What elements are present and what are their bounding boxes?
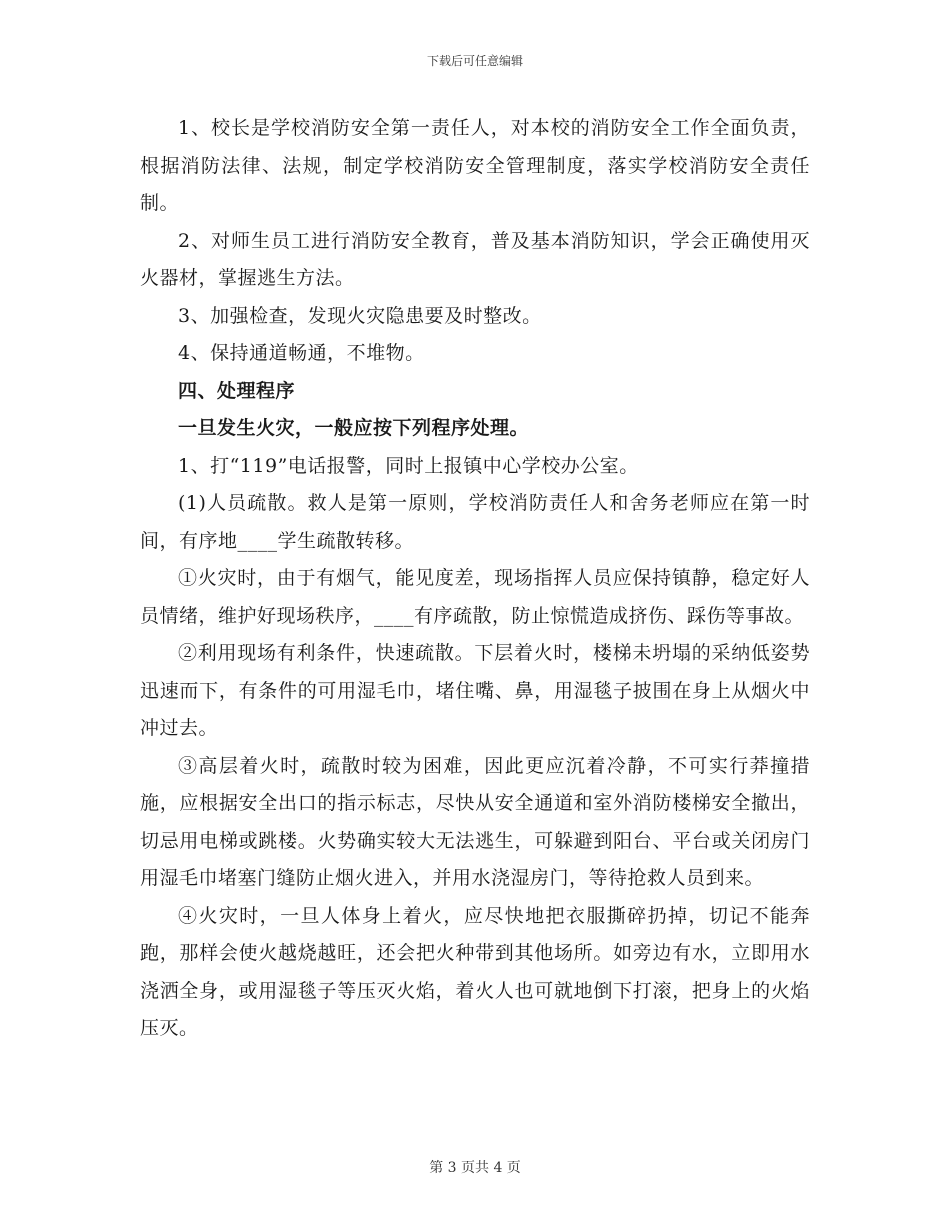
paragraph-item-3: ③高层着火时，疏散时较为困难，因此更应沉着冷静，不可实行莽撞措施，应根据安全出口的指示标志，尽快从安全通道和室外消防楼梯安全撤出，切忌用电梯或跳楼。火势确实较大无法逃生，可躲避到阳台、平台或关闭房门用湿毛巾堵塞门缝防止烟火进入，并用水浇湿房门，等待抢救人员到来。 [140, 754, 810, 889]
paragraph-2: 2、对师生员工进行消防安全教育，普及基本消防知识，学会正确使用灭火器材，掌握逃生方法。 [140, 229, 810, 289]
paragraph-1: 1、校长是学校消防安全第一责任人，对本校的消防安全工作全面负责，根据消防法律、法规，制定学校消防安全管理制度，落实学校消防安全责任制。 [140, 117, 810, 214]
page-footer: 第 3 页共 4 页 [429, 1160, 521, 1176]
page-header: 下载后可任意编辑 [426, 54, 523, 68]
paragraph-item-1: ①火灾时，由于有烟气，能见度差，现场指挥人员应保持镇静，稳定好人员情绪，维护好现场秩序，____有序疏散，防止惊慌造成挤伤、踩伤等事故。 [140, 567, 810, 627]
paragraph-call-119: 1、打“119”电话报警，同时上报镇中心学校办公室。 [178, 454, 639, 477]
paragraph-3: 3、加强检查，发现火灾隐患要及时整改。 [178, 304, 542, 327]
section-intro: 一旦发生火灾，一般应按下列程序处理。 [178, 417, 530, 439]
paragraph-4: 4、保持通道畅通，不堆物。 [178, 342, 425, 364]
paragraph-evacuation: (1)人员疏散。救人是第一原则，学校消防责任人和舍务老师应在第一时间，有序地____学生疏散转移。 [140, 492, 810, 552]
paragraph-item-2: ②利用现场有利条件，快速疏散。下层着火时，楼梯未坍塌的采纳低姿势迅速而下，有条件的可用湿毛巾，堵住嘴、鼻，用湿毯子披围在身上从烟火中冲过去。 [140, 642, 810, 739]
paragraph-item-4: ④火灾时，一旦人体身上着火，应尽快地把衣服撕碎扔掉，切记不能奔跑，那样会使火越烧越旺，还会把火种带到其他场所。如旁边有水，立即用水浇洒全身，或用湿毯子等压灭火焰，着火人也可就地倒下打滚，把身上的火焰压灭。 [140, 904, 810, 1039]
section-heading: 四、处理程序 [178, 379, 296, 402]
document-body [140, 110, 810, 1048]
